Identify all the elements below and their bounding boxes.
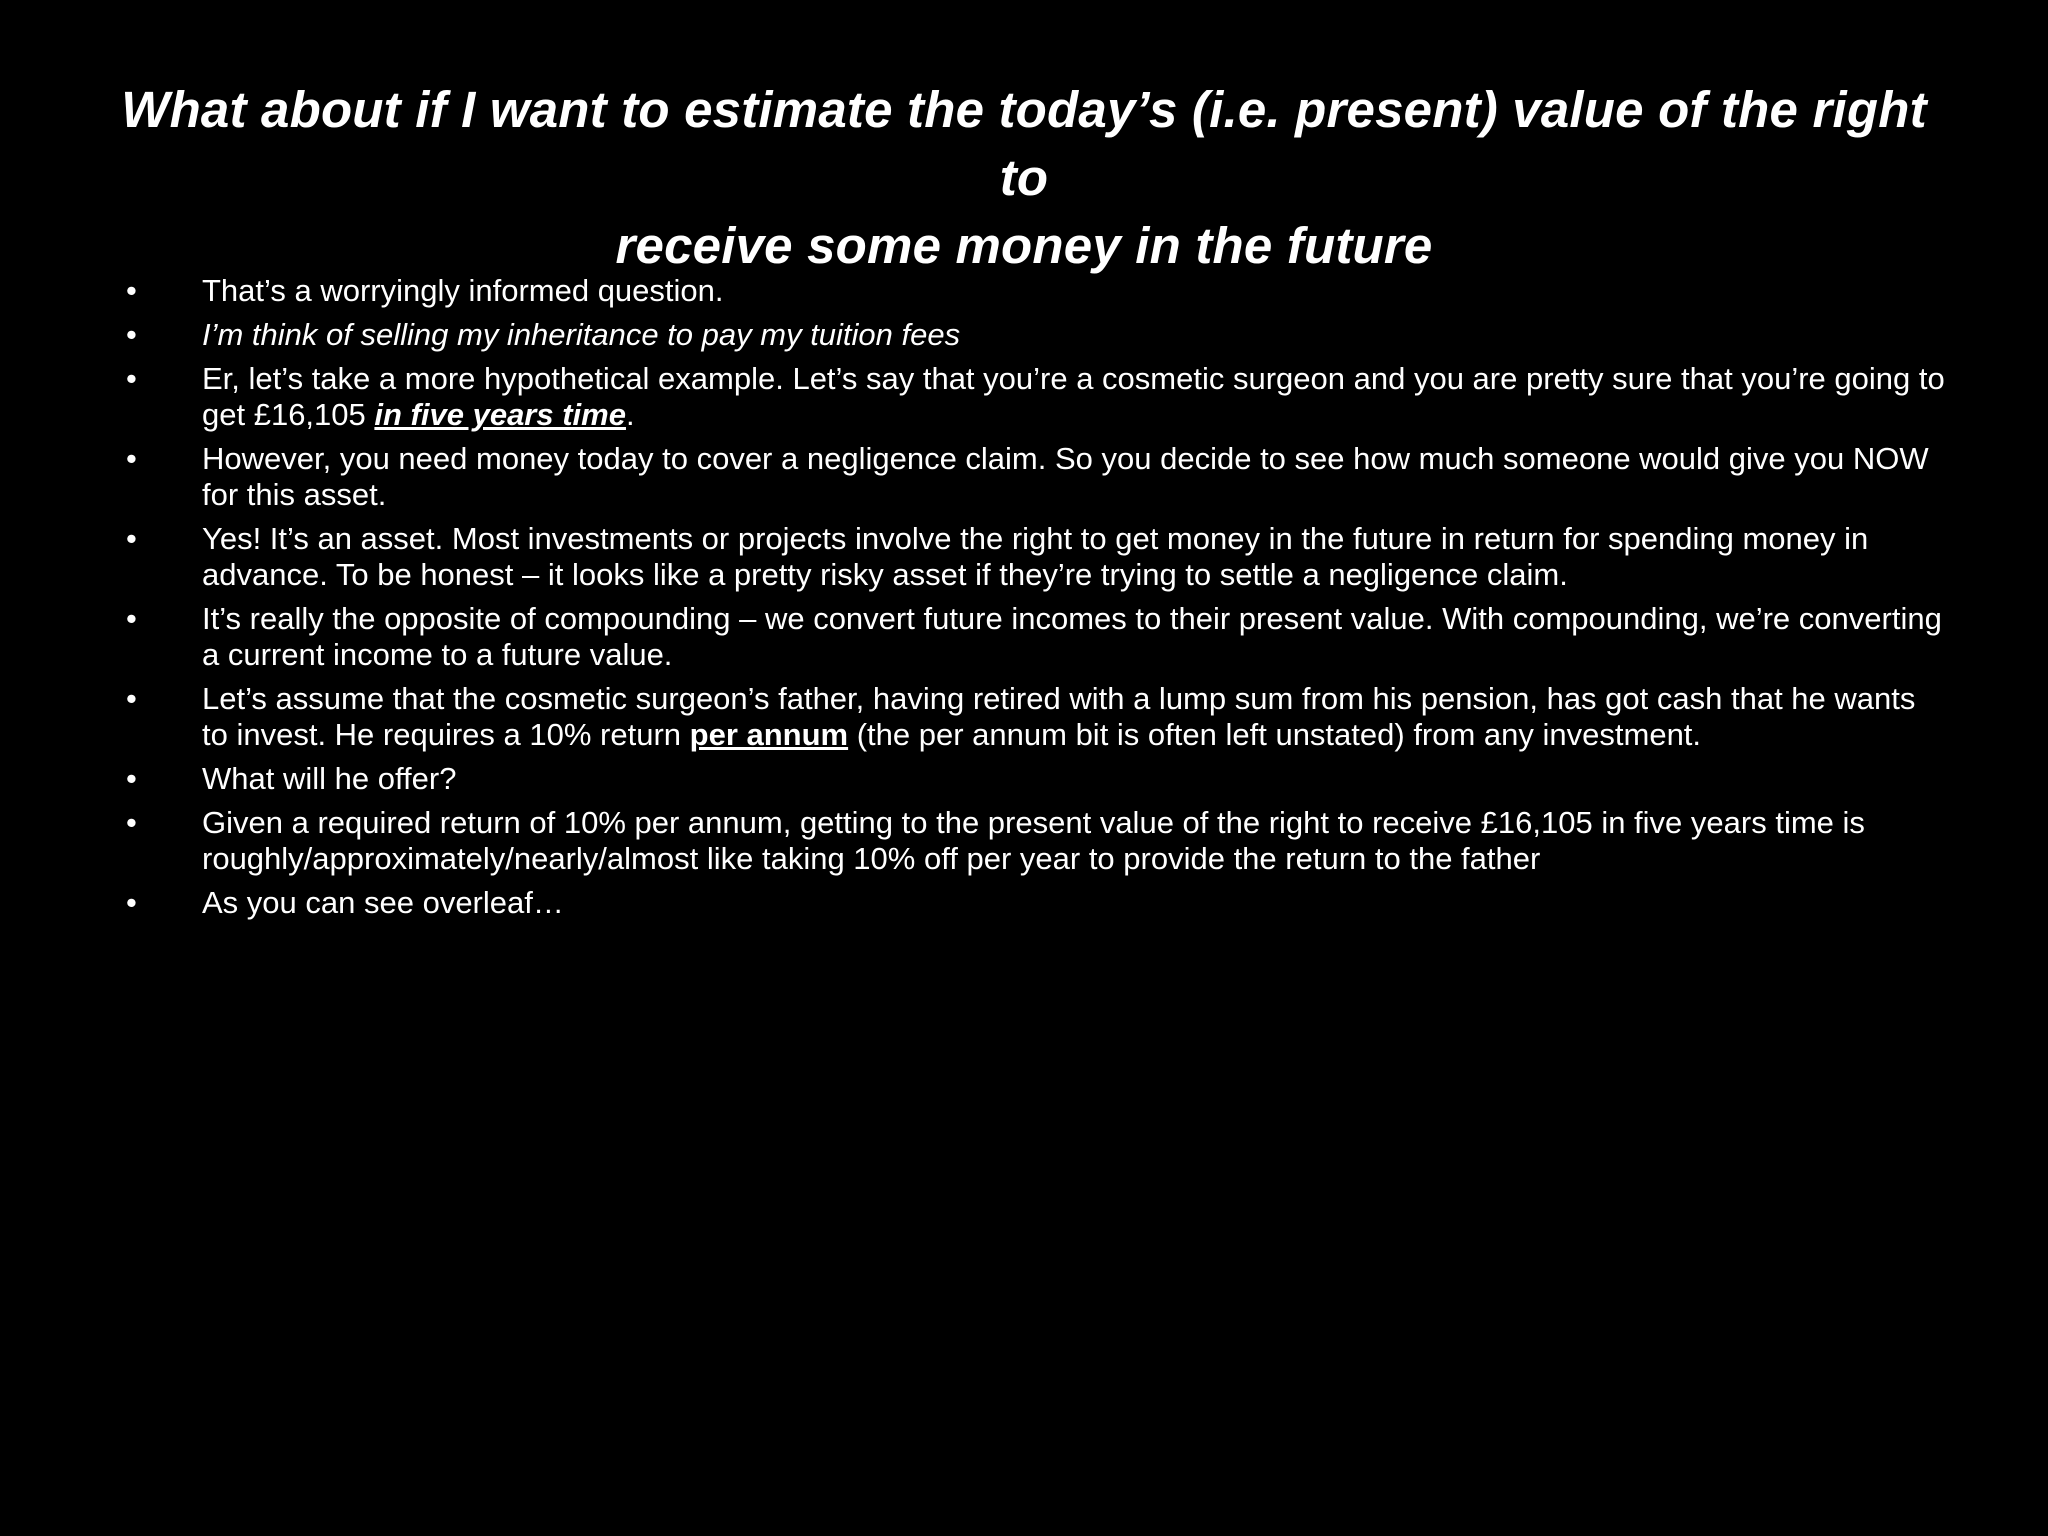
bullet-text: Let’s assume that the cosmetic surgeon’s father, having retired with a lump sum from his pension, has got cash that he wants to invest. He requires a 10% return	[202, 681, 1916, 752]
bullet-text-end: .	[625, 397, 635, 432]
bullet-item	[126, 441, 1946, 513]
bullet-item	[126, 317, 1946, 353]
bullet-dot-icon: •	[126, 441, 137, 476]
bullet-emphasis: per annum	[689, 717, 849, 752]
bullet-text: It’s really the opposite of compounding – we convert future incomes to their present value. With compounding, we’re converting a current income to a future value.	[202, 601, 1942, 672]
bullet-item	[126, 601, 1946, 673]
bullet-dot-icon: •	[126, 273, 137, 308]
bullet-emphasis: in five years time	[374, 397, 626, 432]
bullet-item	[126, 681, 1946, 753]
bullet-list	[126, 273, 1946, 929]
bullet-item	[126, 361, 1946, 433]
bullet-dot-icon: •	[126, 601, 137, 636]
bullet-dot-icon: •	[126, 805, 137, 840]
bullet-item	[126, 521, 1946, 593]
bullet-text: Yes! It’s an asset. Most investments or projects involve the right to get money in the future in return for spending money in advance. To be honest – it looks like a pretty risky asset if they’re trying to settle a negligence claim.	[202, 521, 1869, 592]
bullet-text-end: (the per annum bit is often left unstated) from any investment.	[848, 717, 1702, 752]
bullet-text: Given a required return of 10% per annum, getting to the present value of the right to receive £16,105 in five years time is roughly/approximately/nearly/almost like taking 10% off per year to provide the return to the father	[202, 805, 1865, 876]
bullet-text: That’s a worryingly informed question.	[202, 273, 724, 308]
bullet-dot-icon: •	[126, 521, 137, 556]
slide-title-line-1: What about if I want to estimate the today’s (i.e. present) value of the right to	[121, 81, 1927, 207]
bullet-text: What will he offer?	[202, 761, 457, 796]
slide-title	[100, 76, 1948, 280]
bullet-text: Er, let’s take a more hypothetical example. Let’s say that you’re a cosmetic surgeon and you are pretty sure that you’re going to get £16,105	[202, 361, 1945, 432]
bullet-text-italic: I’m think of selling my inheritance to pay my tuition fees	[202, 317, 961, 352]
bullet-text: As you can see overleaf…	[202, 885, 564, 920]
bullet-dot-icon: •	[126, 681, 137, 716]
bullet-dot-icon: •	[126, 885, 137, 920]
slide-title-line-2: receive some money in the future	[615, 217, 1433, 275]
bullet-dot-icon: •	[126, 361, 137, 396]
bullet-dot-icon: •	[126, 761, 137, 796]
bullet-dot-icon: •	[126, 317, 137, 352]
bullet-item	[126, 805, 1946, 877]
bullet-item	[126, 761, 1946, 797]
bullet-item	[126, 885, 1946, 921]
bullet-text: However, you need money today to cover a negligence claim. So you decide to see how much someone would give you NOW for this asset.	[202, 441, 1929, 512]
bullet-item	[126, 273, 1946, 309]
